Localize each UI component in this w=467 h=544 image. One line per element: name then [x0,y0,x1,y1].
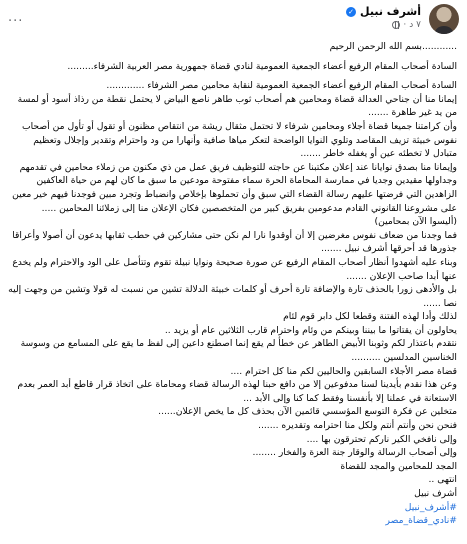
post-paragraph: (أليسوا الآن بمحامين) [374,216,457,228]
post-paragraph: إيمانا منا أن جناحي العدالة قضاة ومحامين هم أصحاب ثوب طاهر ناصع البياض لا يحتمل نقطة من رذاذ أسود أو لمسة من يد غير طاهرة ....... [17,93,457,119]
post-paragraph: فما وجدنا من ضعاف نفوس مغرضين إلا أن أوقدوا نارا لم نكن حتى مشاركين في حطب ثقابها يدعون أن أصولا وأعراقا جذورها قد أحرقها أشرف نبيل ....... [12,229,457,255]
more-options-icon[interactable]: ... [8,10,24,25]
post-paragraph: لذلك وأدا لهذه الفتنة وقطعا لكل دابر قوم لئام [283,311,457,323]
author-avatar[interactable] [429,4,459,34]
globe-icon [392,21,400,29]
post-paragraph: وإلى أصحاب الرسالة والوقار جنة العزة والفخار ........ [252,447,457,459]
post-paragraph: وبناء عليه أشهدوا أنظار أصحاب المقام الرفيع عن صورة صحيحة ونوايا نبيلة تقوم وتتأصل على الود والاحترام ولم يخدع عنها أبدا صاحب الإعلان ....... [12,256,457,282]
post-paragraph: قضاة مصر الأجلاء السابقين والحاليين لكم منا كل احترام .... [230,365,457,377]
post-paragraph: وأن كرامتنا جميعا قضاة أجلاء ومحامين شرفاء لا تحتمل مثقال ريشة من انتقاص مظنون أو تقول أو تأول من أصحاب نفوس خبيثة تزيف المقاصد وتلوي النوايا الواضحة لتعكر مياها صافية وأنهارا من ود واحترام وتقدير وإجلال وتعظيم متبادل لا تخطئه عين أو يغفله خاطر ....... [21,120,457,160]
post-paragraph: وعن هذا نقدم بأيدينا لسنا مدفوعين إلا من دافع حبنا لهذه الرسالة قضاء ومحاماة على اتخاذ قرار قاطع أبد العمر بعدم الاستعانة في عملنا إلا بأنفسنا وفقط كما كنا وإلى الأبد ... [17,379,457,404]
post-paragraph: بل والأدهى زورا بالحذف تارة والإضافة تارة أحرف أو كلمات خبيثة الدلالة تشين من نسبت له قولا وتشين من وجهت إليه نصا ...... [8,284,457,309]
post-paragraph: نتقدم باعتذار لكم وثوبنا الأبيض الطاهر عن خطأ لم يقع إنما اصطنع داعين إلى لفظ ما يقع على المسامع من وسوسة الخناسين المدلسين .......... [20,338,457,364]
verified-badge-icon: ✓ [346,7,356,17]
post-paragraph: وإيمانا منا بصدق نوايانا عند إعلان مكتبنا عن حاجته للتوظيف فريق عمل من ذي مكنون من زملاء محامين في تقدمهم وجداولها مقيدين وجديا في ممارسة المحاماة الحرة سماء مفتوحة مودعين ما سبق ما كان لهم من حياة العاكفين الزاهدين التي فرضتها عليهم رسالة القضاء التي سبق وأن تحملوها بإخلاص وانضباط وتجرد مبين فوجدنا فيهم خير معين على مشروعنا القانوني القادم مدعومين بفريق كبير من المتخصصين فكان الإعلان منا إلى زملائنا المحامين ..... [12,161,457,214]
post-paragraph: وإلى نافخي الكير ناركم تحترقون بها .... [306,433,457,445]
author-name[interactable]: أشرف نبيل [360,5,421,18]
hashtag-link[interactable]: #نادي_قضاة_مصر [385,515,457,527]
post-paragraph: السادة أصحاب المقام الرفيع أعضاء الجمعية العمومية لنادي قضاة جمهورية مصر العربية الشرفاء......... [67,60,457,72]
post-paragraph: السادة أصحاب المقام الرفيع أعضاء الجمعية العمومية لنقابة محامين مصر الشرفاء ............. [106,80,457,92]
post-time[interactable]: ٧ د [409,20,421,30]
post-body [8,40,457,528]
post-paragraph: ............بسم الله الرحمن الرحيم [329,41,457,52]
post-header [8,4,459,34]
post-paragraph: أشرف نبيل [414,488,457,499]
post-paragraph: انتهى .. [428,474,457,486]
post-paragraph: المجد للمحامين والمجد للقضاة [340,460,457,472]
post-paragraph: فنحن نحن وأنتم أنتم ولكل منا احترامه وتقديره ....... [258,420,457,432]
hashtag-link[interactable]: #أشرف_نبيل [404,501,457,513]
post-meta: ٧ د · [392,20,421,30]
author-line [346,5,421,18]
post-paragraph: يحاولون أن يقتاتوا ما بيننا وبينكم من وئام واحترام قارب الثلاثين عام أو يزيد .. [164,324,457,336]
post-paragraph: متخلين عن فكرة التوسع المؤسسي قائمين الآن بحذف كل ما يخص الإعلان...... [158,406,457,418]
